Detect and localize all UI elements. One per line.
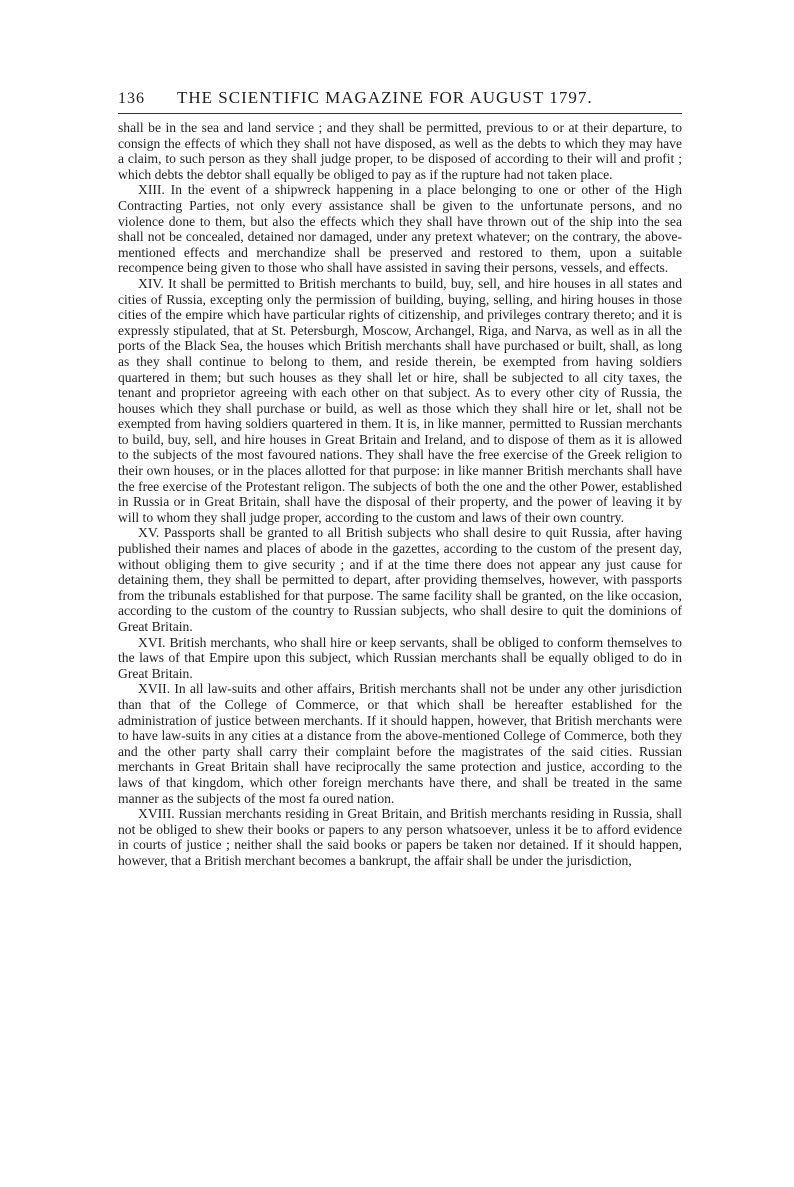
paragraph-text: In the event of a shipwreck happening in a place belonging to one or other of the High Contracting Parties, not only every assistance shall be given to the unfortunate persons, and no violence done to them, but also the effects which they shall have thrown out of the ship into the sea shall not be concealed, detained nor damaged, under any pretext whatever; on the contrary, the above-mentioned effects and merchandize shall be preserved and restored to them, upon a suitable recompence being given to those who shall have assisted in saving their persons, vessels, and effects. <box>118 182 682 276</box>
article-numeral: XVIII. <box>138 806 175 822</box>
page-header <box>118 88 682 114</box>
paragraph-text: shall be in the sea and land service ; and they shall be permitted, previous to or at their departure, to consign the effects of which they shall not have disposed, as well as the debts to which they may have a claim, to such person as they shall judge proper, to be disposed of according to their will and profit ; which debts the debtor shall equally be obliged to pay as if the rupture had not taken place. <box>118 120 682 182</box>
page-number: 136 <box>118 90 145 107</box>
article-numeral: XVII. <box>138 681 171 697</box>
paragraph-text: It shall be permitted to British merchants to build, buy, sell, and hire houses in all states and cities of Russia, excepting only the permission of building, buying, selling, and hiring houses in those cities of the empire which have particular rights of citizenship, and privileges contrary thereto; and it is expressly stipulated, that at St. Petersburgh, Moscow, Archangel, Riga, and Narva, as well as in all the ports of the Black Sea, the houses which British merchants shall have purchased or built, shall, as long as they shall continue to belong to them, and reside therein, be exempted from having soldiers quartered in them; but such houses as they shall let or hire, shall be subjected to all city taxes, the tenant and proprietor agreeing with each other on that subject. As to every other city of Russia, the houses which they shall purchase or build, as well as those which they shall hire or let, shall not be exempted from having soldiers quartered in them. It is, in like manner, permitted to Russian merchants to build, buy, sell, and hire houses in Great Britain and Ireland, and to dispose of them as it is allowed to the subjects of the most favoured nations. They shall have the free exercise of the Greek religion to their own houses, or in the places allotted for that purpose: in like manner British merchants shall have the free exercise of the Protestant religon. The subjects of both the one and the other Power, established in Russia or in Great Britain, shall have the disposal of their property, and the power of leaving it by will to whom they shall judge proper, according to the custom and laws of their own country. <box>118 275 682 525</box>
paragraph-text: Passports shall be granted to all British subjects who shall desire to quit Russia, after having published their names and places of abode in the gazettes, according to the custom of the present day, without obliging them to give security ; and if at the time there does not appear any just cause for detaining them, they shall be permitted to depart, after providing themselves, however, with passports from the tribunals established for that purpose. The same facility shall be granted, on the like occasion, according to the custom of the country to Russian subjects, who shall desire to quit the dominions of Great Britain. <box>118 525 682 634</box>
article-numeral: XVI. <box>138 634 166 650</box>
article-xviii <box>118 806 682 868</box>
article-numeral: XIV. <box>138 275 164 291</box>
article-xiii <box>118 182 682 276</box>
paragraph-text: In all law-suits and other affairs, British merchants shall not be under any other jurisdiction than that of the College of Commerce, or that which shall be hereafter established for the administration of justice between merchants. If it should happen, however, that British merchants were to have law-suits in any cities at a distance from the above-mentioned College of Commerce, both they and the other party shall carry their complaint before the magistrates of the said cities. Russian merchants in Great Britain shall have reciprocally the same protection and justice, according to the laws of that kingdom, which other foreign merchants have there, and shall be treated in the same manner as the subjects of the most fa oured nation. <box>118 681 682 806</box>
paragraph-text: Russian merchants residing in Great Britain, and British merchants residing in Russia, shall not be obliged to shew their books or papers to any person whatsoever, unless it be to afford evidence in courts of justice ; neither shall the said books or papers be taken nor detained. If it should happen, however, that a British merchant becomes a bankrupt, the affair shall be under the jurisdiction, <box>118 806 682 868</box>
article-xiv <box>118 276 682 526</box>
article-numeral: XIII. <box>138 182 165 198</box>
document-page <box>118 88 682 869</box>
paragraph-continuation <box>118 120 682 182</box>
article-numeral: XV. <box>138 525 160 541</box>
body-text <box>118 120 682 869</box>
article-xvi <box>118 635 682 682</box>
article-xv <box>118 525 682 634</box>
paragraph-text: British merchants, who shall hire or keep servants, shall be obliged to conform themselves to the laws of that Empire upon this subject, which Russian merchants shall be equally obliged to do in Great Britain. <box>118 634 682 681</box>
article-xvii <box>118 681 682 806</box>
running-head: THE SCIENTIFIC MAGAZINE FOR AUGUST 1797. <box>177 88 593 107</box>
